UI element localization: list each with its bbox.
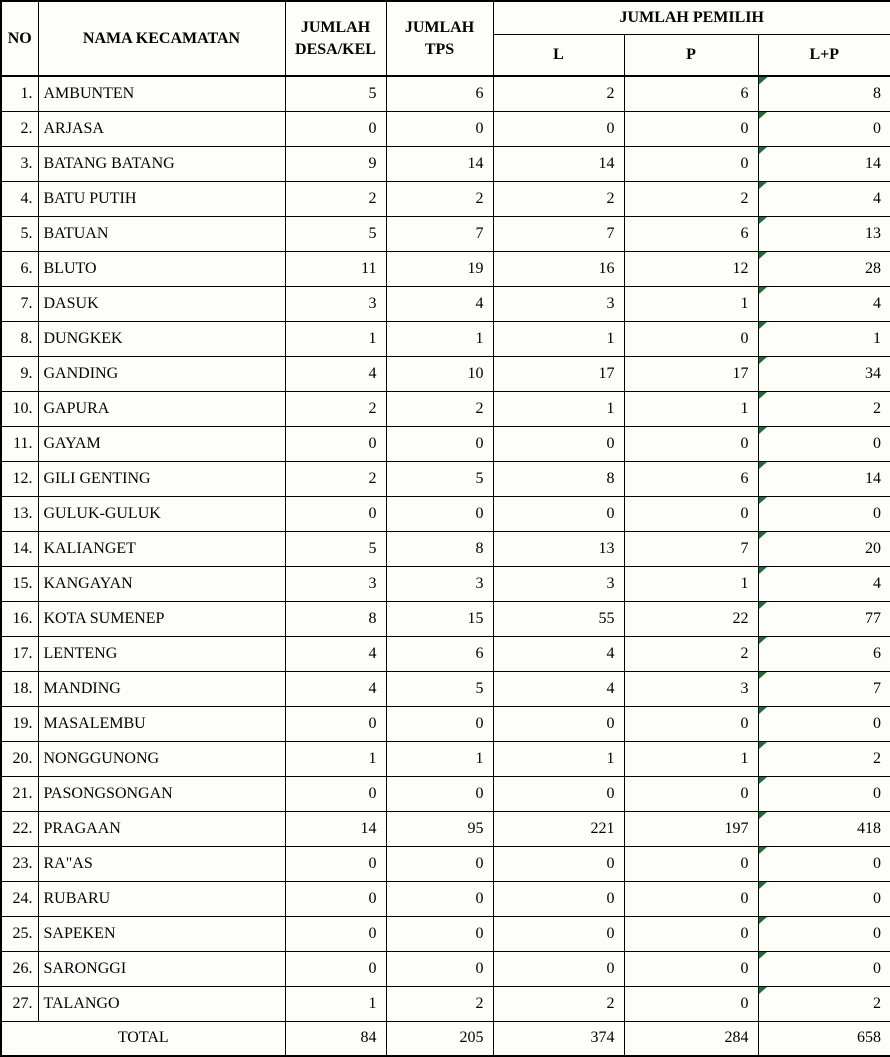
- kecamatan-name-cell: AMBUNTEN: [38, 76, 285, 111]
- table-row: [1, 181, 890, 216]
- pemilih-lp-cell: [758, 461, 890, 496]
- cell-value: 0: [873, 119, 882, 137]
- table-body: [1, 76, 890, 1021]
- pemilih-lp-cell: [758, 706, 890, 741]
- desa-count-cell: 0: [285, 426, 386, 461]
- pemilih-l-cell: 17: [493, 356, 624, 391]
- pemilih-p-cell: 0: [624, 426, 758, 461]
- col-header-jumlah-tps-line1: JUMLAH: [404, 18, 475, 36]
- tps-count-cell: 0: [386, 706, 493, 741]
- row-number-cell: 25.: [1, 916, 38, 951]
- kecamatan-name-cell: KALIANGET: [38, 531, 285, 566]
- cell-value: 0: [873, 714, 882, 732]
- desa-count-cell: 14: [285, 811, 386, 846]
- desa-count-cell: 0: [285, 916, 386, 951]
- kecamatan-name-cell: PRAGAAN: [38, 811, 285, 846]
- total-pemilih-p-cell: 284: [624, 1021, 758, 1056]
- kecamatan-name-cell: SARONGGI: [38, 951, 285, 986]
- tps-count-cell: 8: [386, 531, 493, 566]
- cell-corner-marker-icon: [759, 812, 768, 820]
- pemilih-l-cell: 0: [493, 706, 624, 741]
- kecamatan-name-cell: BATANG BATANG: [38, 146, 285, 181]
- col-header-jumlah-tps-line2: TPS: [424, 40, 455, 58]
- row-number-cell: 19.: [1, 706, 38, 741]
- pemilih-p-cell: 7: [624, 531, 758, 566]
- tps-count-cell: 4: [386, 286, 493, 321]
- cell-value: 14: [865, 469, 882, 487]
- pemilih-l-cell: 2: [493, 181, 624, 216]
- kecamatan-name-cell: GAPURA: [38, 391, 285, 426]
- table-row: [1, 846, 890, 881]
- pemilih-l-cell: 55: [493, 601, 624, 636]
- pemilih-l-cell: 2: [493, 76, 624, 111]
- desa-count-cell: 0: [285, 881, 386, 916]
- cell-corner-marker-icon: [759, 532, 768, 540]
- col-header-lp: L+P: [758, 34, 890, 76]
- tps-count-cell: 2: [386, 391, 493, 426]
- table-row: [1, 531, 890, 566]
- total-desa-cell: 84: [285, 1021, 386, 1056]
- tps-count-cell: 0: [386, 426, 493, 461]
- pemilih-p-cell: 22: [624, 601, 758, 636]
- pemilih-lp-cell: [758, 951, 890, 986]
- cell-corner-marker-icon: [759, 707, 768, 715]
- cell-corner-marker-icon: [759, 497, 768, 505]
- cell-value: 4: [873, 294, 882, 312]
- col-header-jumlah-desa-line2: DESA/KEL: [295, 40, 376, 58]
- table-row: [1, 251, 890, 286]
- row-number-cell: 8.: [1, 321, 38, 356]
- table-footer: [1, 1021, 890, 1056]
- pemilih-lp-cell: [758, 321, 890, 356]
- pemilih-lp-cell: [758, 671, 890, 706]
- desa-count-cell: 0: [285, 496, 386, 531]
- tps-count-cell: 7: [386, 216, 493, 251]
- pemilih-l-cell: 1: [493, 741, 624, 776]
- pemilih-p-cell: 17: [624, 356, 758, 391]
- pemilih-lp-cell: [758, 636, 890, 671]
- table-row: [1, 321, 890, 356]
- tps-count-cell: 5: [386, 461, 493, 496]
- tps-count-cell: 2: [386, 986, 493, 1021]
- pemilih-p-cell: 0: [624, 111, 758, 146]
- pemilih-lp-cell: [758, 531, 890, 566]
- row-number-cell: 26.: [1, 951, 38, 986]
- desa-count-cell: 1: [285, 741, 386, 776]
- tps-count-cell: 0: [386, 916, 493, 951]
- cell-value: 2: [873, 749, 882, 767]
- cell-corner-marker-icon: [759, 357, 768, 365]
- row-number-cell: 20.: [1, 741, 38, 776]
- kecamatan-name-cell: KANGAYAN: [38, 566, 285, 601]
- pemilih-lp-cell: [758, 251, 890, 286]
- pemilih-p-cell: 12: [624, 251, 758, 286]
- tps-count-cell: 5: [386, 671, 493, 706]
- cell-value: 6: [873, 644, 882, 662]
- row-number-cell: 22.: [1, 811, 38, 846]
- kecamatan-name-cell: TALANGO: [38, 986, 285, 1021]
- cell-corner-marker-icon: [759, 917, 768, 925]
- row-number-cell: 15.: [1, 566, 38, 601]
- pemilih-p-cell: 1: [624, 286, 758, 321]
- tps-count-cell: 0: [386, 881, 493, 916]
- tps-count-cell: 14: [386, 146, 493, 181]
- col-header-l: L: [493, 34, 624, 76]
- table-row: [1, 881, 890, 916]
- cell-corner-marker-icon: [759, 217, 768, 225]
- kecamatan-name-cell: DASUK: [38, 286, 285, 321]
- kecamatan-name-cell: MASALEMBU: [38, 706, 285, 741]
- pemilih-p-cell: 0: [624, 146, 758, 181]
- cell-value: 14: [865, 154, 882, 172]
- cell-corner-marker-icon: [759, 602, 768, 610]
- desa-count-cell: 0: [285, 111, 386, 146]
- pemilih-p-cell: 0: [624, 496, 758, 531]
- desa-count-cell: 4: [285, 636, 386, 671]
- kecamatan-name-cell: GILI GENTING: [38, 461, 285, 496]
- tps-count-cell: 1: [386, 741, 493, 776]
- pemilih-lp-cell: [758, 881, 890, 916]
- cell-value: 0: [873, 924, 882, 942]
- kecamatan-name-cell: LENTENG: [38, 636, 285, 671]
- pemilih-l-cell: 4: [493, 636, 624, 671]
- row-number-cell: 5.: [1, 216, 38, 251]
- col-header-jumlah-desa: [285, 1, 386, 76]
- pemilih-p-cell: 0: [624, 846, 758, 881]
- row-number-cell: 1.: [1, 76, 38, 111]
- pemilih-p-cell: 6: [624, 461, 758, 496]
- row-number-cell: 7.: [1, 286, 38, 321]
- table-row: [1, 286, 890, 321]
- pemilih-lp-cell: [758, 811, 890, 846]
- pemilih-lp-cell: [758, 566, 890, 601]
- col-header-jumlah-pemilih: JUMLAH PEMILIH: [493, 1, 890, 34]
- cell-value: 2: [873, 994, 882, 1012]
- pemilih-l-cell: 0: [493, 111, 624, 146]
- pemilih-lp-cell: [758, 846, 890, 881]
- pemilih-lp-cell: [758, 111, 890, 146]
- table-row: [1, 111, 890, 146]
- pemilih-p-cell: 0: [624, 321, 758, 356]
- cell-corner-marker-icon: [759, 77, 768, 85]
- cell-corner-marker-icon: [759, 847, 768, 855]
- desa-count-cell: 1: [285, 321, 386, 356]
- pemilih-p-cell: 6: [624, 76, 758, 111]
- table-row: [1, 566, 890, 601]
- pemilih-l-cell: 0: [493, 776, 624, 811]
- col-header-no: NO: [1, 1, 38, 76]
- table-row: [1, 216, 890, 251]
- row-number-cell: 13.: [1, 496, 38, 531]
- tps-count-cell: 19: [386, 251, 493, 286]
- desa-count-cell: 9: [285, 146, 386, 181]
- desa-count-cell: 11: [285, 251, 386, 286]
- kecamatan-name-cell: GANDING: [38, 356, 285, 391]
- cell-value: 0: [873, 504, 882, 522]
- kecamatan-name-cell: BATU PUTIH: [38, 181, 285, 216]
- kecamatan-name-cell: DUNGKEK: [38, 321, 285, 356]
- kecamatan-name-cell: NONGGUNONG: [38, 741, 285, 776]
- table-row: [1, 916, 890, 951]
- table-row: [1, 706, 890, 741]
- cell-corner-marker-icon: [759, 672, 768, 680]
- cell-value: 28: [865, 259, 882, 277]
- row-number-cell: 23.: [1, 846, 38, 881]
- pemilih-l-cell: 7: [493, 216, 624, 251]
- tps-count-cell: 3: [386, 566, 493, 601]
- pemilih-lp-cell: [758, 181, 890, 216]
- total-label: TOTAL: [1, 1021, 285, 1056]
- col-header-jumlah-tps: [386, 1, 493, 76]
- tps-count-cell: 10: [386, 356, 493, 391]
- pemilih-l-cell: 221: [493, 811, 624, 846]
- total-tps-cell: 205: [386, 1021, 493, 1056]
- pemilih-lp-cell: [758, 146, 890, 181]
- desa-count-cell: 4: [285, 671, 386, 706]
- pemilih-l-cell: 2: [493, 986, 624, 1021]
- row-number-cell: 2.: [1, 111, 38, 146]
- pemilih-lp-cell: [758, 741, 890, 776]
- tps-count-cell: 6: [386, 636, 493, 671]
- row-number-cell: 10.: [1, 391, 38, 426]
- pemilih-p-cell: 0: [624, 776, 758, 811]
- cell-corner-marker-icon: [759, 742, 768, 750]
- pemilih-l-cell: 1: [493, 321, 624, 356]
- pemilih-l-cell: 8: [493, 461, 624, 496]
- kecamatan-name-cell: KOTA SUMENEP: [38, 601, 285, 636]
- desa-count-cell: 4: [285, 356, 386, 391]
- cell-corner-marker-icon: [759, 987, 768, 995]
- row-number-cell: 24.: [1, 881, 38, 916]
- pemilih-p-cell: 2: [624, 181, 758, 216]
- tps-count-cell: 0: [386, 951, 493, 986]
- table-row: [1, 601, 890, 636]
- cell-corner-marker-icon: [759, 287, 768, 295]
- table-row: [1, 496, 890, 531]
- kecamatan-name-cell: RUBARU: [38, 881, 285, 916]
- pemilih-p-cell: 3: [624, 671, 758, 706]
- total-row: [1, 1021, 890, 1056]
- pemilih-l-cell: 16: [493, 251, 624, 286]
- table-row: [1, 671, 890, 706]
- table-row: [1, 986, 890, 1021]
- desa-count-cell: 0: [285, 706, 386, 741]
- pemilih-lp-cell: [758, 916, 890, 951]
- cell-value: 1: [873, 329, 882, 347]
- kecamatan-name-cell: GULUK-GULUK: [38, 496, 285, 531]
- desa-count-cell: 8: [285, 601, 386, 636]
- desa-count-cell: 0: [285, 951, 386, 986]
- cell-corner-marker-icon: [759, 637, 768, 645]
- table-row: [1, 951, 890, 986]
- pemilih-p-cell: 197: [624, 811, 758, 846]
- kecamatan-name-cell: BATUAN: [38, 216, 285, 251]
- table-header: [1, 1, 890, 76]
- tps-count-cell: 0: [386, 496, 493, 531]
- pemilih-lp-cell: [758, 216, 890, 251]
- kecamatan-name-cell: ARJASA: [38, 111, 285, 146]
- pemilih-l-cell: 3: [493, 566, 624, 601]
- desa-count-cell: 5: [285, 531, 386, 566]
- pemilih-l-cell: 4: [493, 671, 624, 706]
- cell-corner-marker-icon: [759, 777, 768, 785]
- pemilih-p-cell: 0: [624, 951, 758, 986]
- cell-value: 2: [873, 399, 882, 417]
- cell-value: 34: [865, 364, 882, 382]
- row-number-cell: 9.: [1, 356, 38, 391]
- cell-corner-marker-icon: [759, 182, 768, 190]
- table-row: [1, 76, 890, 111]
- pemilih-l-cell: 3: [493, 286, 624, 321]
- pemilih-l-cell: 1: [493, 391, 624, 426]
- pemilih-lp-cell: [758, 391, 890, 426]
- cell-value: 13: [865, 224, 882, 242]
- cell-value: 7: [873, 679, 882, 697]
- table-row: [1, 741, 890, 776]
- cell-value: 0: [873, 889, 882, 907]
- cell-corner-marker-icon: [759, 392, 768, 400]
- pemilih-lp-cell: [758, 356, 890, 391]
- cell-corner-marker-icon: [759, 952, 768, 960]
- kecamatan-name-cell: MANDING: [38, 671, 285, 706]
- desa-count-cell: 3: [285, 566, 386, 601]
- col-header-p: P: [624, 34, 758, 76]
- pemilih-lp-cell: [758, 426, 890, 461]
- table-row: [1, 146, 890, 181]
- table-row: [1, 636, 890, 671]
- table-row: [1, 776, 890, 811]
- kecamatan-name-cell: GAYAM: [38, 426, 285, 461]
- desa-count-cell: 3: [285, 286, 386, 321]
- pemilih-l-cell: 0: [493, 496, 624, 531]
- pemilih-p-cell: 1: [624, 566, 758, 601]
- tps-count-cell: 1: [386, 321, 493, 356]
- desa-count-cell: 1: [285, 986, 386, 1021]
- pemilih-p-cell: 0: [624, 986, 758, 1021]
- pemilih-l-cell: 0: [493, 951, 624, 986]
- tps-count-cell: 15: [386, 601, 493, 636]
- pemilih-p-cell: 1: [624, 391, 758, 426]
- cell-corner-marker-icon: [759, 252, 768, 260]
- desa-count-cell: 5: [285, 216, 386, 251]
- total-pemilih-l-cell: 374: [493, 1021, 624, 1056]
- pemilih-lp-cell: [758, 776, 890, 811]
- cell-value: 0: [873, 959, 882, 977]
- pemilih-l-cell: 0: [493, 846, 624, 881]
- tps-count-cell: 95: [386, 811, 493, 846]
- tps-count-cell: 2: [386, 181, 493, 216]
- table-row: [1, 811, 890, 846]
- tps-count-cell: 0: [386, 776, 493, 811]
- pemilih-p-cell: 0: [624, 881, 758, 916]
- cell-value: 77: [865, 609, 882, 627]
- desa-count-cell: 2: [285, 181, 386, 216]
- table-row: [1, 461, 890, 496]
- desa-count-cell: 5: [285, 76, 386, 111]
- pemilih-l-cell: 13: [493, 531, 624, 566]
- pemilih-l-cell: 0: [493, 426, 624, 461]
- cell-value: 8: [873, 84, 882, 102]
- cell-corner-marker-icon: [759, 882, 768, 890]
- row-number-cell: 12.: [1, 461, 38, 496]
- cell-value: 20: [865, 539, 882, 557]
- pemilih-p-cell: 0: [624, 916, 758, 951]
- cell-value: 418: [857, 819, 882, 837]
- kecamatan-name-cell: BLUTO: [38, 251, 285, 286]
- pemilih-p-cell: 2: [624, 636, 758, 671]
- row-number-cell: 21.: [1, 776, 38, 811]
- tps-count-cell: 6: [386, 76, 493, 111]
- desa-count-cell: 2: [285, 391, 386, 426]
- row-number-cell: 16.: [1, 601, 38, 636]
- row-number-cell: 14.: [1, 531, 38, 566]
- col-header-jumlah-desa-line1: JUMLAH: [300, 18, 371, 36]
- pemilih-lp-cell: [758, 496, 890, 531]
- row-number-cell: 17.: [1, 636, 38, 671]
- cell-value: 0: [873, 784, 882, 802]
- row-number-cell: 18.: [1, 671, 38, 706]
- cell-corner-marker-icon: [759, 427, 768, 435]
- kecamatan-name-cell: PASONGSONGAN: [38, 776, 285, 811]
- kecamatan-name-cell: SAPEKEN: [38, 916, 285, 951]
- table-row: [1, 426, 890, 461]
- desa-count-cell: 0: [285, 846, 386, 881]
- row-number-cell: 11.: [1, 426, 38, 461]
- cell-corner-marker-icon: [759, 322, 768, 330]
- pemilih-p-cell: 6: [624, 216, 758, 251]
- row-number-cell: 6.: [1, 251, 38, 286]
- total-pemilih-lp-cell: 658: [758, 1021, 890, 1056]
- cell-value: 0: [873, 434, 882, 452]
- pemilih-lp-cell: [758, 986, 890, 1021]
- pemilih-l-cell: 0: [493, 881, 624, 916]
- table-row: [1, 391, 890, 426]
- pemilih-p-cell: 1: [624, 741, 758, 776]
- cell-value: 4: [873, 189, 882, 207]
- pemilih-lp-cell: [758, 286, 890, 321]
- cell-corner-marker-icon: [759, 567, 768, 575]
- row-number-cell: 3.: [1, 146, 38, 181]
- desa-count-cell: 2: [285, 461, 386, 496]
- pemilih-lp-cell: [758, 76, 890, 111]
- col-header-nama-kecamatan: NAMA KECAMATAN: [38, 1, 285, 76]
- row-number-cell: 27.: [1, 986, 38, 1021]
- row-number-cell: 4.: [1, 181, 38, 216]
- pemilih-p-cell: 0: [624, 706, 758, 741]
- tps-count-cell: 0: [386, 111, 493, 146]
- cell-corner-marker-icon: [759, 112, 768, 120]
- table-row: [1, 356, 890, 391]
- tps-count-cell: 0: [386, 846, 493, 881]
- pemilih-l-cell: 14: [493, 146, 624, 181]
- pemilih-l-cell: 0: [493, 916, 624, 951]
- cell-value: 0: [873, 854, 882, 872]
- cell-corner-marker-icon: [759, 147, 768, 155]
- cell-value: 4: [873, 574, 882, 592]
- pemilih-lp-cell: [758, 601, 890, 636]
- kecamatan-name-cell: RA"AS: [38, 846, 285, 881]
- cell-corner-marker-icon: [759, 462, 768, 470]
- desa-count-cell: 0: [285, 776, 386, 811]
